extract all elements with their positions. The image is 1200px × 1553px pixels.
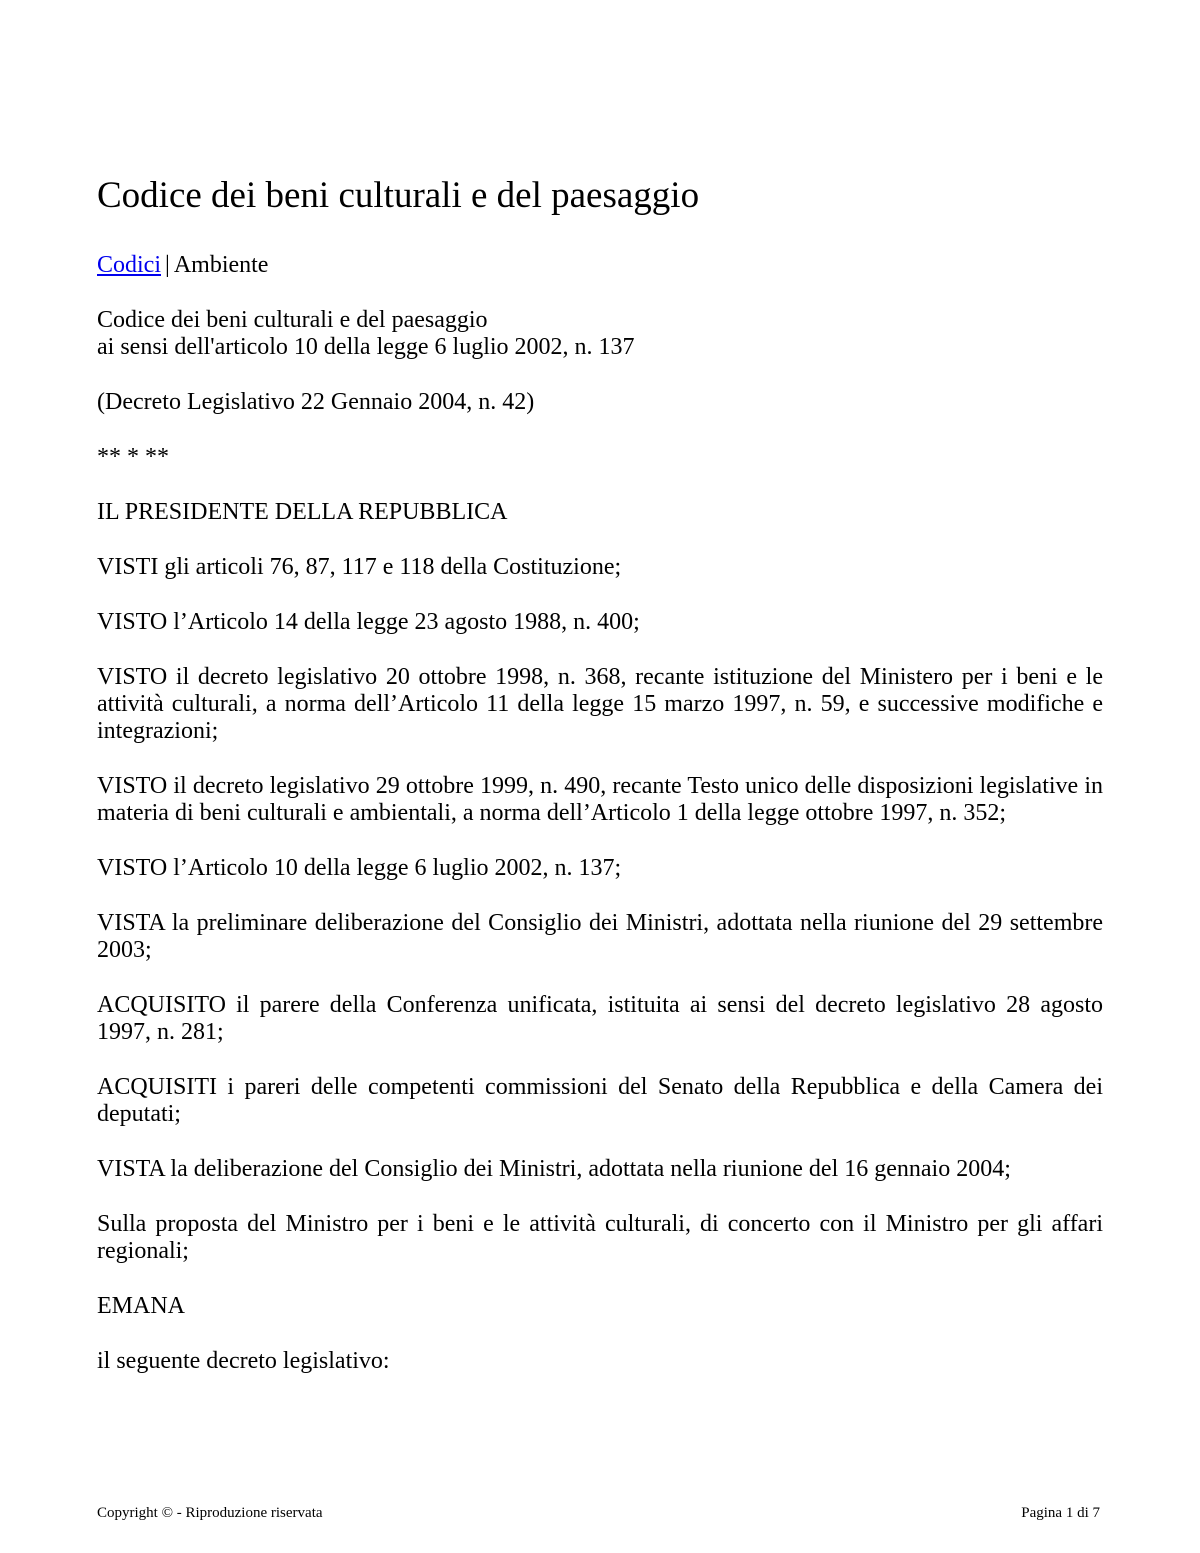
footer-copyright: Copyright © - Riproduzione riservata (97, 1505, 323, 1521)
paragraph-sulla-proposta: Sulla proposta del Ministro per i beni e le attività culturali, di concerto con il Ministro per gli affari regionali; (97, 1211, 1103, 1264)
president-heading: IL PRESIDENTE DELLA REPUBBLICA (97, 499, 508, 525)
paragraph-visto-dlgs-490: VISTO il decreto legislativo 29 ottobre 1999, n. 490, recante Testo unico delle disposizioni legislative in materia di beni culturali e ambientali, a norma dell’Articolo 1 della legge ottobre 1997, n. 352; (97, 773, 1103, 826)
breadcrumb-link-codici[interactable]: Codici (97, 252, 161, 278)
document-content (97, 252, 1103, 1403)
paragraph-visto-legge-137: VISTO l’Articolo 10 della legge 6 luglio 2002, n. 137; (97, 855, 622, 881)
subtitle-line-1: Codice dei beni culturali e del paesaggio (97, 307, 488, 333)
paragraph-visto-dlgs-368: VISTO il decreto legislativo 20 ottobre 1998, n. 368, recante istituzione del Ministero per i beni e le attività culturali, a norma dell’Articolo 11 della legge 15 marzo 1997, n. 59, e successive modifiche e integrazioni; (97, 664, 1103, 744)
page-footer (97, 1503, 1100, 1523)
footer-page-number: Pagina 1 di 7 (1021, 1505, 1100, 1521)
section-divider: ** * ** (97, 444, 169, 470)
subtitle-line-2: ai sensi dell'articolo 10 della legge 6 luglio 2002, n. 137 (97, 334, 635, 360)
paragraph-emana: EMANA (97, 1293, 185, 1319)
paragraph-acquisiti-pareri: ACQUISITI i pareri delle competenti commissioni del Senato della Repubblica e della Camera dei deputati; (97, 1074, 1103, 1127)
paragraph-acquisito-parere: ACQUISITO il parere della Conferenza unificata, istituita ai sensi del decreto legislativo 28 agosto 1997, n. 281; (97, 992, 1103, 1045)
paragraph-vista-deliberazione: VISTA la deliberazione del Consiglio dei Ministri, adottata nella riunione del 16 gennaio 2004; (97, 1156, 1011, 1182)
breadcrumb-category: Ambiente (173, 252, 269, 278)
document-title: Codice dei beni culturali e del paesaggio (97, 175, 700, 216)
paragraph-visti-costituzione: VISTI gli articoli 76, 87, 117 e 118 della Costituzione; (97, 554, 622, 580)
decree-reference: (Decreto Legislativo 22 Gennaio 2004, n. 42) (97, 389, 535, 415)
document-subtitle (97, 307, 1103, 361)
paragraph-seguente-decreto: il seguente decreto legislativo: (97, 1348, 390, 1374)
breadcrumb (97, 252, 1103, 279)
paragraph-visto-legge-400: VISTO l’Articolo 14 della legge 23 agosto 1988, n. 400; (97, 609, 640, 635)
paragraph-vista-preliminare: VISTA la preliminare deliberazione del Consiglio dei Ministri, adottata nella riunione del 29 settembre 2003; (97, 910, 1103, 963)
breadcrumb-separator: | (165, 252, 170, 278)
